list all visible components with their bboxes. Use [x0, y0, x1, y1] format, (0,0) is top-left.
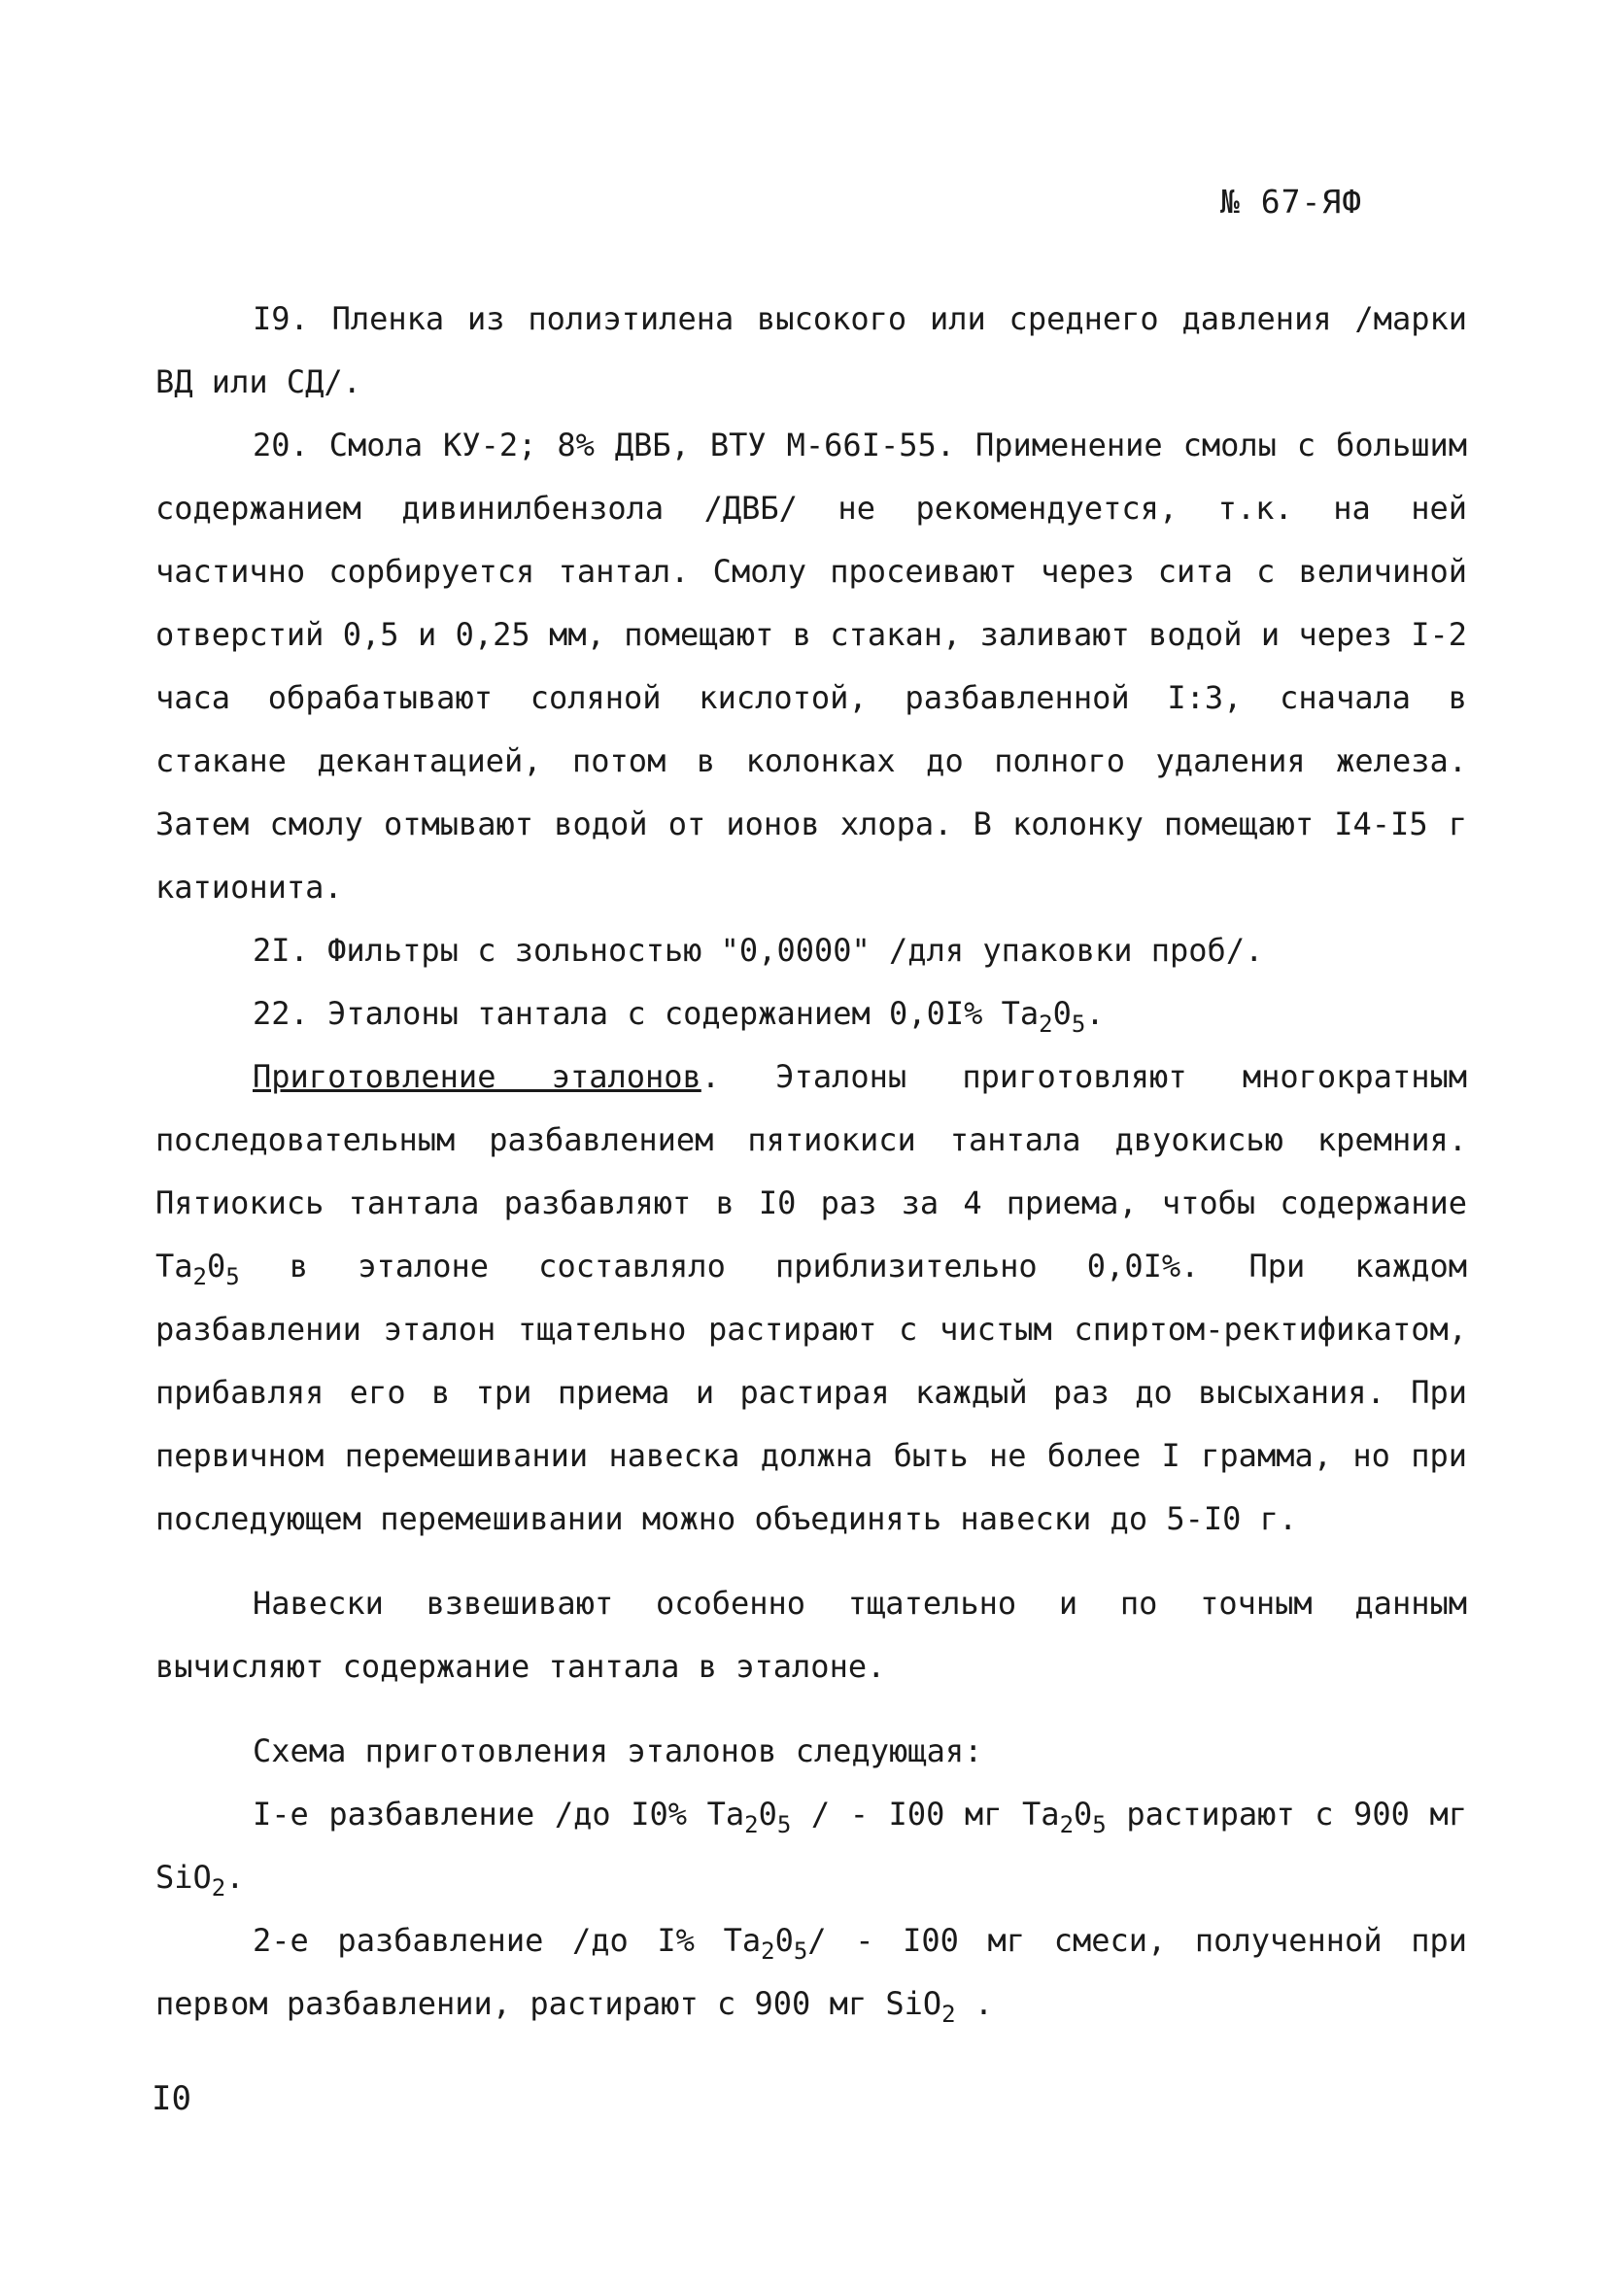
item-21: 2I. Фильтры с зольностью "0,0000" /для упаковки проб/. [253, 932, 1264, 969]
section-heading: Приготовление эталонов [253, 1058, 701, 1095]
standards-preparation-paragraph: Приготовление эталонов. Эталоны приготовляют многократным последовательным разбавлением пятиокиси тантала двуокисью кремния. Пятиокись тантала разбавляют в I0 раз за 4 приема, чтобы содержание $Ta_20_5$ в эталоне составляло приблизительно 0,0I%. При каждом разбавлении эталон тщательно растирают с чистым спиртом-ректификатом, прибавляя его в три приема и растирая каждый раз до высыхания. При первичном перемешивании навеска должна быть не более I грамма, но при последующем перемешивании можно объединять навески до 5-I0 г. [155, 1058, 1468, 1537]
scheme-title: Схема приготовления эталонов следующая: [253, 1732, 983, 1769]
dilution-step-1: I-е разбавление /до I0% $Ta_20_5$ / - I00 мг $Ta_20_5$ растирают с 900 мг SiO$_2$. [155, 1796, 1468, 1902]
dilution-step-2: 2-е разбавление /до I% $Ta_20_5/ - I00$ мг смеси, полученной при первом разбавлении, растирают с 900 мг SiO$_2$ . [155, 1922, 1468, 2028]
document-number: № 67-ЯФ [1220, 183, 1363, 221]
item-19: I9. Пленка из полиэтилена высокого или среднего давления /марки ВД или СД/. [155, 300, 1467, 400]
item-20: 20. Смола КУ-2; 8% ДВБ, ВТУ М-66I-55. Применение смолы с большим содержанием дивинилбензола /ДВБ/ не рекомендуется, т.к. на ней частично сорбируется тантал. Смолу просеивают через сита с величиной отверстий 0,5 и 0,25 мм, помещают в стакан, заливают водой и через I-2 часа обрабатывают соляной кислотой, разбавленной I:3, сначала в стакане декантацией, потом в колонках до полного удаления железа. Затем смолу отмывают водой от ионов хлора. В колонку помещают I4-I5 г катионита. [155, 427, 1467, 906]
document-body [155, 288, 1467, 2036]
page-number: I0 [152, 2079, 191, 2118]
weighing-paragraph: Навески взвешивают особенно тщательно и по точным данным вычисляют содержание тантала в эталоне. [155, 1585, 1467, 1685]
item-22: 22. Эталоны тантала с содержанием 0,0I% $Ta_20_5$. [253, 995, 1105, 1038]
